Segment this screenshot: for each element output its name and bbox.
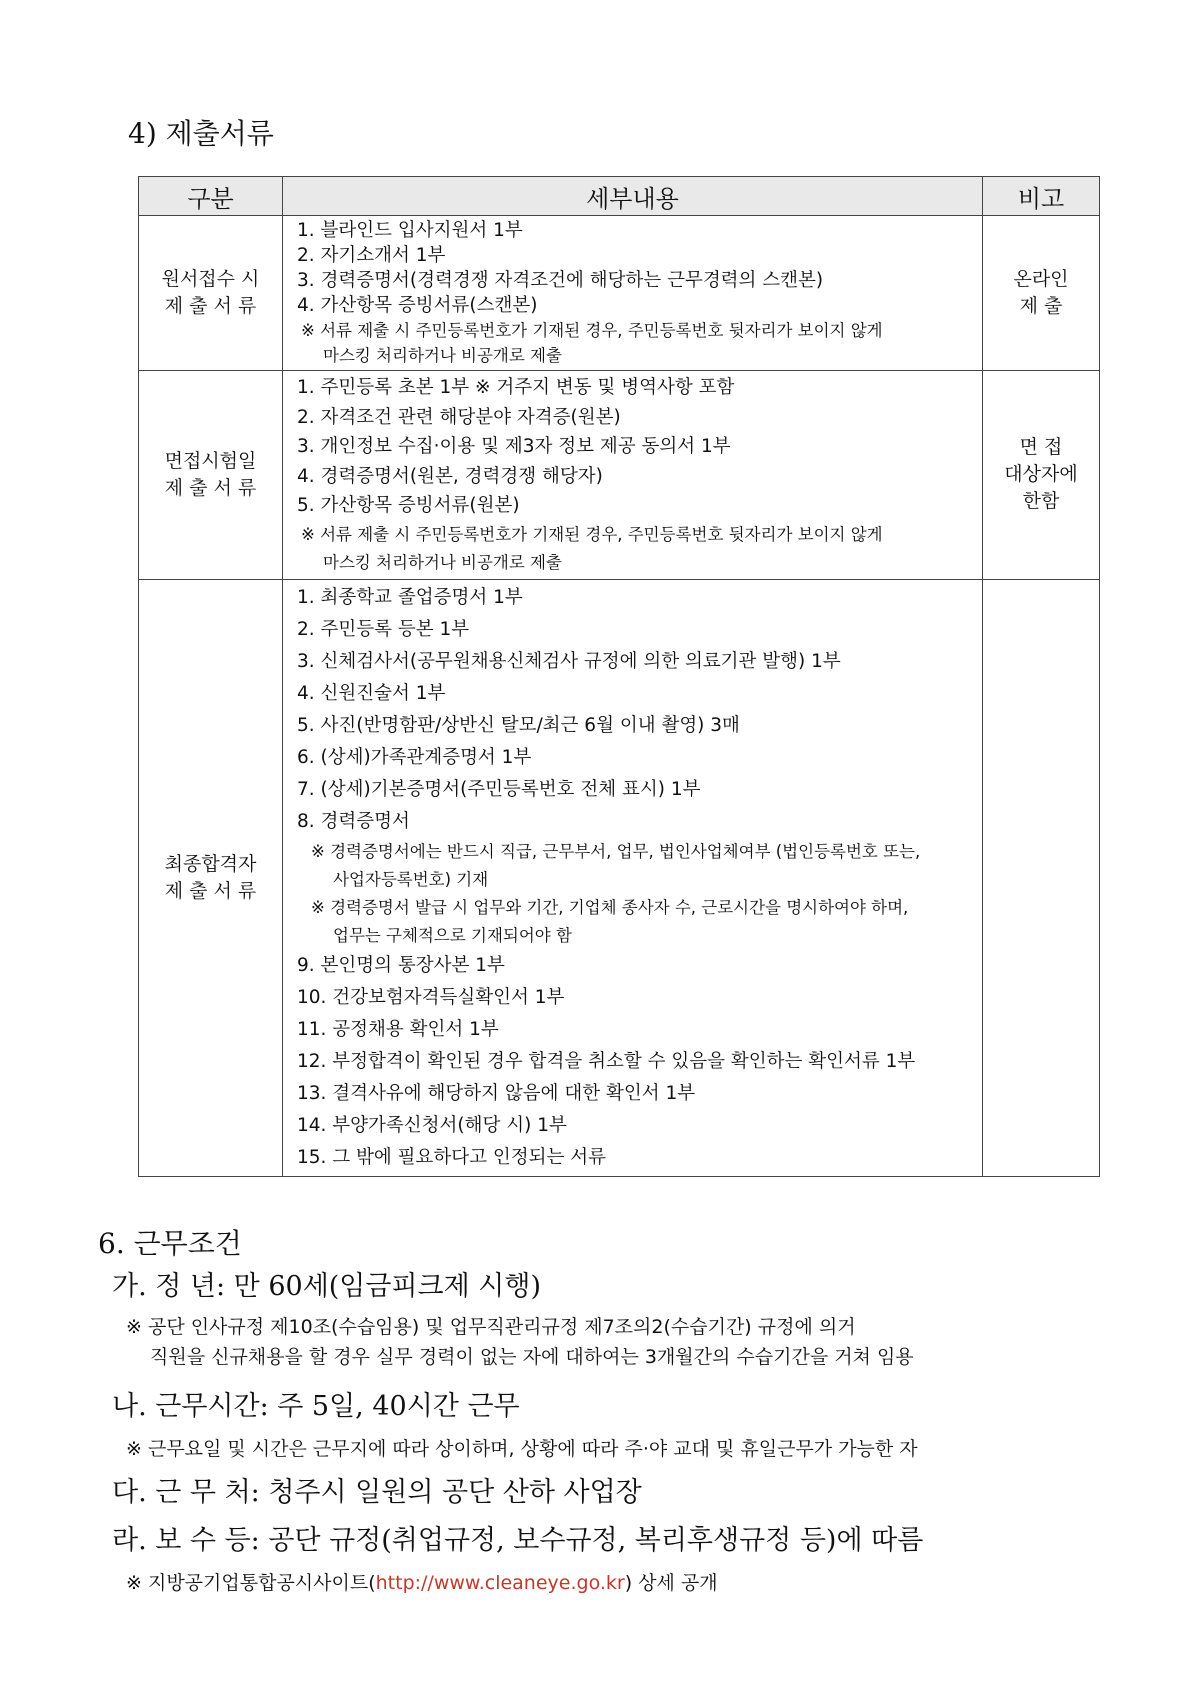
list-item: 1. 최종학교 졸업증명서 1부 — [297, 586, 523, 608]
remark-label: 한함 — [1022, 490, 1060, 513]
section-heading: 4) 제출서류 — [128, 117, 274, 150]
list-item: 4. 가산항목 증빙서류(스캔본) — [297, 295, 538, 316]
detail-cell — [283, 216, 983, 371]
list-item: 3. 경력증명서(경력경쟁 자격조건에 해당하는 근무경력의 스캔본) — [297, 270, 824, 291]
list-item: 7. (상세)기본증명서(주민등록번호 전체 표시) 1부 — [297, 778, 701, 800]
list-note: 마스킹 처리하거나 비공개로 제출 — [323, 552, 562, 572]
condition-work-hours: 나. 근무시간: 주 5일, 40시간 근무 — [112, 1391, 520, 1422]
condition-note: 직원을 신규채용을 할 경우 실무 경력이 없는 자에 대하여는 3개월간의 수습기간을 거쳐 임용 — [150, 1346, 914, 1368]
remark-label: 온라인 — [1013, 268, 1069, 290]
category-cell — [139, 579, 283, 1176]
list-note: ※ 경력증명서 발급 시 업무와 기간, 기업체 종사자 수, 근로시간을 명시하여야 하며, — [311, 897, 909, 917]
note-prefix: ※ 지방공기업통합공시사이트( — [126, 1572, 376, 1594]
list-item: 3. 신체검사서(공무원채용신체검사 규정에 의한 의료기관 발행) 1부 — [297, 650, 841, 672]
cleaneye-link[interactable]: http://www.cleaneye.go.kr — [375, 1572, 625, 1594]
remark-label: 제 출 — [1019, 295, 1063, 317]
list-item: 5. 가산항목 증빙서류(원본) — [297, 495, 520, 516]
category-label: 최종합격자 — [164, 852, 257, 875]
table-row — [139, 216, 1100, 371]
remark-cell — [983, 371, 1100, 580]
condition-pay: 라. 보 수 등: 공단 규정(취업규정, 보수규정, 복리후생규정 등)에 따름 — [112, 1525, 924, 1556]
condition-retirement-age: 가. 정 년: 만 60세(임금피크제 시행) — [112, 1271, 541, 1302]
list-item: 12. 부정합격이 확인된 경우 합격을 취소할 수 있음을 확인하는 확인서류 1부 — [297, 1050, 916, 1072]
list-note: 업무는 구체적으로 기재되어야 함 — [333, 925, 572, 945]
remark-cell — [983, 216, 1100, 371]
remark-cell — [983, 579, 1100, 1176]
remark-label: 대상자에 — [1004, 463, 1078, 486]
condition-workplace: 다. 근 무 처: 청주시 일원의 공단 산하 사업장 — [112, 1477, 642, 1508]
list-item: 15. 그 밖에 필요하다고 인정되는 서류 — [297, 1146, 607, 1168]
list-item: 2. 자기소개서 1부 — [297, 245, 446, 266]
category-label: 제 출 서 류 — [164, 879, 257, 902]
list-note: ※ 경력증명서에는 반드시 직급, 근무부서, 업무, 법인사업체여부 (법인등록번호 또는, — [311, 841, 921, 861]
list-item: 3. 개인정보 수집·이용 및 제3자 정보 제공 동의서 1부 — [297, 436, 731, 457]
condition-note: ※ 공단 인사규정 제10조(수습임용) 및 업무직관리규정 제7조의2(수습기간) 규정에 의거 — [126, 1316, 856, 1338]
note-suffix: ) 상세 공개 — [624, 1572, 718, 1594]
list-item: 1. 주민등록 초본 1부 ※ 거주지 변동 및 병역사항 포함 — [297, 377, 735, 398]
table-row — [139, 579, 1100, 1176]
table-header-row — [139, 177, 1100, 216]
condition-note — [126, 1568, 718, 1595]
documents-table — [138, 176, 1100, 1177]
detail-cell — [283, 371, 983, 580]
list-note: ※ 서류 제출 시 주민등록번호가 기재된 경우, 주민등록번호 뒷자리가 보이지 않게 — [301, 524, 883, 544]
list-note: ※ 서류 제출 시 주민등록번호가 기재된 경우, 주민등록번호 뒷자리가 보이지 않게 — [301, 321, 883, 340]
list-note: 사업자등록번호) 기재 — [333, 869, 489, 889]
list-item: 8. 경력증명서 — [297, 810, 410, 832]
category-cell — [139, 216, 283, 371]
list-item: 6. (상세)가족관계증명서 1부 — [297, 746, 532, 768]
header-remarks: 비고 — [983, 177, 1100, 216]
table-row — [139, 371, 1100, 580]
list-item: 5. 사진(반명함판/상반신 탈모/최근 6월 이내 촬영) 3매 — [297, 714, 740, 736]
remark-label: 면 접 — [1019, 436, 1063, 459]
list-item: 9. 본인명의 통장사본 1부 — [297, 954, 505, 976]
list-item: 11. 공정채용 확인서 1부 — [297, 1018, 499, 1040]
category-label: 제 출 서 류 — [164, 295, 257, 317]
detail-cell — [283, 579, 983, 1176]
category-label: 원서접수 시 — [161, 268, 260, 290]
header-details: 세부내용 — [283, 177, 983, 216]
list-item: 13. 결격사유에 해당하지 않음에 대한 확인서 1부 — [297, 1082, 696, 1104]
category-cell — [139, 371, 283, 580]
list-note: 마스킹 처리하거나 비공개로 제출 — [323, 346, 562, 365]
header-category: 구분 — [139, 177, 283, 216]
list-item: 4. 신원진술서 1부 — [297, 682, 446, 704]
category-label: 제 출 서 류 — [164, 476, 257, 499]
condition-note: ※ 근무요일 및 시간은 근무지에 따라 상이하며, 상황에 따라 주·야 교대 및 휴일근무가 가능한 자 — [126, 1438, 918, 1460]
list-item: 10. 건강보험자격득실확인서 1부 — [297, 986, 565, 1008]
list-item: 1. 블라인드 입사지원서 1부 — [297, 220, 523, 241]
category-label: 면접시험일 — [164, 449, 257, 472]
list-item: 4. 경력증명서(원본, 경력경쟁 해당자) — [297, 465, 603, 487]
list-item: 2. 자격조건 관련 해당분야 자격증(원본) — [297, 406, 621, 428]
list-item: 14. 부양가족신청서(해당 시) 1부 — [297, 1114, 567, 1136]
section-6-title: 6. 근무조건 — [98, 1227, 242, 1260]
list-item: 2. 주민등록 등본 1부 — [297, 618, 470, 640]
